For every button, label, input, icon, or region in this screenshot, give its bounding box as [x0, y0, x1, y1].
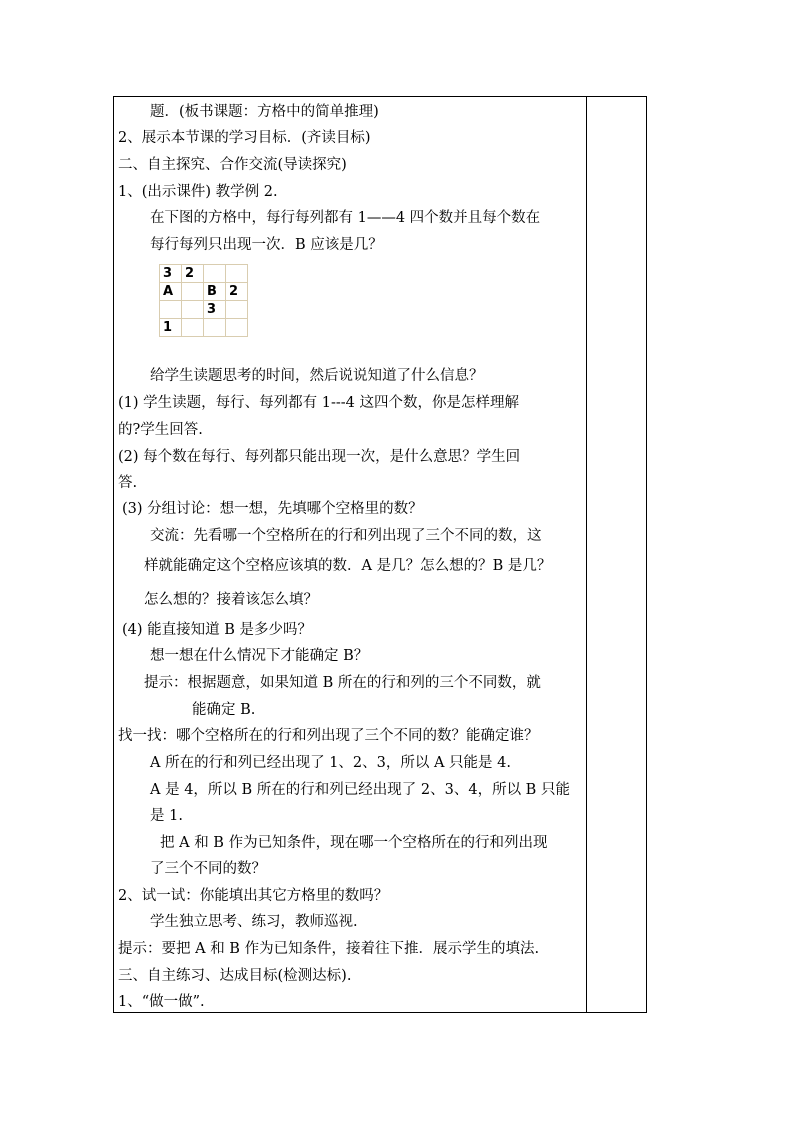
text-line: 给学生读题思考的时间，然后说说知道了什么信息？ [150, 368, 484, 384]
text-line: (3) 分组讨论：想一想，先填哪个空格里的数？ [122, 501, 423, 517]
text-line: A 所在的行和列已经出现了 1、2、3，所以 A 只能是 4. [150, 755, 511, 771]
text-line: 了三个不同的数？ [150, 861, 266, 877]
text-line: A 是 4，所以 B 所在的行和列已经出现了 2、3、4，所以 B 只能 [150, 782, 570, 798]
grid-cell: 3 [160, 265, 182, 283]
text-line: 怎么想的？接着该怎么填？ [144, 592, 318, 608]
grid-cell [182, 319, 204, 337]
text-line: 2、试一试：你能填出其它方格里的数吗？ [118, 888, 389, 904]
text-line: 想一想在什么情况下才能确定 B？ [150, 648, 369, 664]
text-line: (2) 每个数在每行、每列都只能出现一次，是什么意思？学生回 [118, 449, 521, 465]
grid-cell: 1 [160, 319, 182, 337]
grid-cell [182, 301, 204, 319]
text-line: 能确定 B. [192, 702, 256, 718]
text-line: (4) 能直接知道 B 是多少吗？ [122, 622, 313, 638]
grid-cell [182, 283, 204, 301]
grid-cell [160, 301, 182, 319]
grid-cell [204, 319, 226, 337]
grid-cell: A [160, 283, 182, 301]
text-line: 二、自主探究、合作交流(导读探究) [118, 157, 347, 173]
text-line: 找一找：哪个空格所在的行和列出现了三个不同的数？能确定谁？ [118, 728, 539, 744]
text-line: 的?学生回答. [118, 422, 203, 438]
grid-cell [226, 319, 248, 337]
notes-column-divider [586, 96, 587, 1013]
grid-cell [204, 265, 226, 283]
text-line: (1) 学生读题，每行、每列都有 1---4 这四个数，你是怎样理解 [118, 395, 520, 411]
text-line: 把 A 和 B 作为已知条件，现在哪一个空格所在的行和列出现 [160, 835, 548, 851]
grid-cell: B [204, 283, 226, 301]
text-line: 学生独立思考、练习，教师巡视. [150, 914, 358, 930]
text-line: 每行每列只出现一次．B 应该是几？ [150, 237, 383, 253]
text-line: 是 1. [150, 808, 183, 824]
text-line: 1、(出示课件) 教学例 2. [118, 184, 278, 200]
grid-cell: 2 [182, 265, 204, 283]
text-line: 在下图的方格中，每行每列都有 1——4 四个数并且每个数在 [150, 210, 541, 226]
text-line: 2、展示本节课的学习目标．(齐读目标) [118, 130, 371, 146]
text-line: 1、“做一做”. [118, 994, 205, 1010]
text-line: 提示：根据题意，如果知道 B 所在的行和列的三个不同数，就 [144, 675, 541, 691]
grid-cell: 3 [204, 301, 226, 319]
text-line: 三、自主练习、达成目标(检测达标). [118, 968, 352, 984]
grid-cell [226, 265, 248, 283]
text-line: 题．(板书课题：方格中的简单推理) [150, 104, 379, 120]
number-grid [159, 264, 248, 337]
text-line: 交流：先看哪一个空格所在的行和列出现了三个不同的数，这 [150, 528, 542, 544]
grid-cell [226, 301, 248, 319]
text-line: 答. [118, 475, 138, 491]
text-line: 样就能确定这个空格应该填的数．A 是几？怎么想的？B 是几？ [144, 558, 552, 574]
grid-cell: 2 [226, 283, 248, 301]
text-line: 提示：要把 A 和 B 作为已知条件，接着往下推．展示学生的填法. [118, 941, 540, 957]
